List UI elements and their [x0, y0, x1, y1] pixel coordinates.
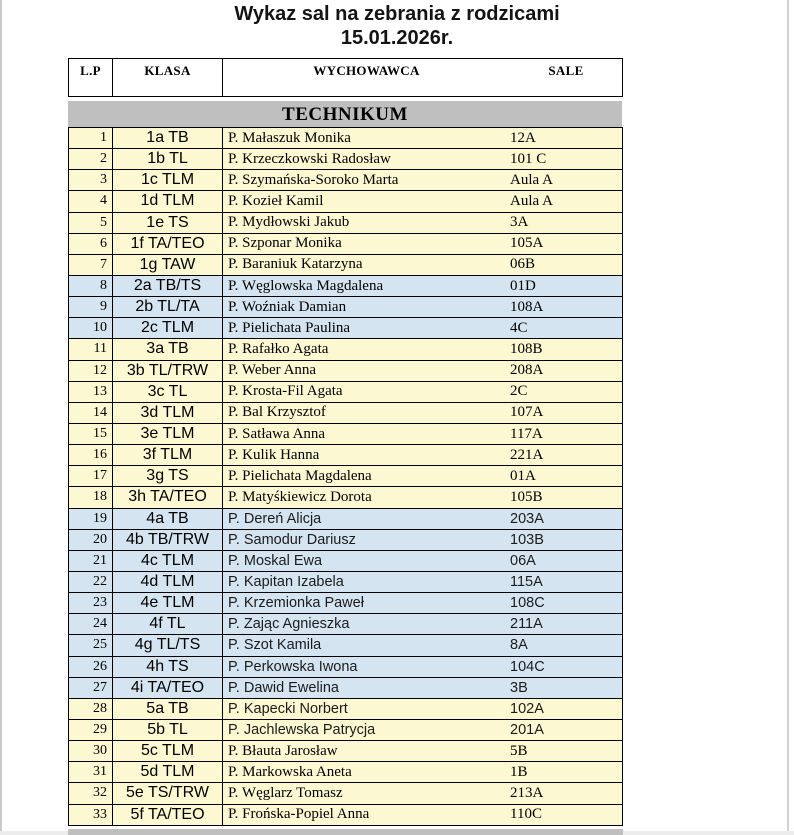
- teacher-cell: P. Pielichata Paulina: [228, 319, 351, 336]
- klasa-cell: 4f TL: [113, 614, 223, 635]
- lp-cell: 27: [69, 677, 113, 698]
- room-cell: 105A: [510, 235, 544, 252]
- room-cell: Aula A: [510, 192, 553, 209]
- klasa-cell: 3h TA/TEO: [113, 487, 223, 508]
- room-cell: 102A: [510, 700, 544, 717]
- teacher-cell: P. Matyśkiewicz Dorota: [228, 488, 372, 505]
- klasa-cell: 3c TL: [113, 381, 223, 402]
- lp-cell: 12: [69, 360, 113, 381]
- room-cell: 12A: [510, 129, 536, 146]
- klasa-cell: 3d TLM: [113, 402, 223, 423]
- teacher-cell: P. Krosta-Fil Agata: [228, 383, 343, 400]
- klasa-cell: 4e TLM: [113, 593, 223, 614]
- lp-cell: 3: [69, 170, 113, 191]
- teacher-cell: P. Rafałko Agata: [228, 340, 329, 357]
- klasa-cell: 3e TLM: [113, 423, 223, 444]
- teacher-cell: P. Mydłowski Jakub: [228, 214, 350, 231]
- table-row: [69, 550, 623, 571]
- teacher-cell: P. Krzeczkowski Radosław: [228, 150, 391, 167]
- room-cell: 105B: [510, 488, 543, 505]
- room-cell: 5B: [510, 742, 528, 759]
- lp-cell: 7: [69, 254, 113, 275]
- table-row: [69, 762, 623, 783]
- klasa-cell: 2b TL/TA: [113, 297, 223, 318]
- rooms-table: [68, 127, 623, 826]
- teacher-cell: P. Woźniak Damian: [228, 298, 347, 315]
- page-left-edge-line: [0, 0, 2, 835]
- klasa-cell: 1b TL: [113, 149, 223, 170]
- lp-cell: 18: [69, 487, 113, 508]
- room-cell: 3B: [510, 679, 528, 696]
- teacher-cell: P. Węglarz Tomasz: [228, 784, 343, 801]
- lp-cell: 2: [69, 149, 113, 170]
- table-row: [69, 783, 623, 804]
- lp-cell: 31: [69, 762, 113, 783]
- table-row: [69, 656, 623, 677]
- klasa-cell: 1a TB: [113, 128, 223, 149]
- table-row: [69, 128, 623, 149]
- lp-cell: 19: [69, 508, 113, 529]
- room-cell: 201A: [510, 722, 544, 738]
- room-cell: 211A: [510, 616, 543, 633]
- table-row: [69, 593, 623, 614]
- table-body: [69, 128, 623, 826]
- table-row: [69, 191, 623, 212]
- klasa-cell: 5d TLM: [113, 762, 223, 783]
- table-row: [69, 571, 623, 592]
- table-row: [69, 318, 623, 339]
- klasa-cell: 1f TA/TEO: [113, 233, 223, 254]
- klasa-cell: 1g TAW: [113, 254, 223, 275]
- lp-cell: 1: [69, 128, 113, 149]
- table-row: [69, 149, 623, 170]
- klasa-cell: 4a TB: [113, 508, 223, 529]
- teacher-cell: P. Pielichata Magdalena: [228, 467, 372, 484]
- lp-cell: 10: [69, 318, 113, 339]
- teacher-cell: P. Węglowska Magdalena: [228, 277, 384, 294]
- room-cell: 108C: [510, 595, 545, 612]
- lp-cell: 30: [69, 741, 113, 762]
- klasa-cell: 4d TLM: [113, 571, 223, 592]
- room-cell: Aula A: [510, 171, 553, 188]
- table-row: [69, 297, 623, 318]
- header-sale: SALE: [548, 63, 584, 78]
- teacher-cell: P. Małaszuk Monika: [228, 129, 351, 146]
- table-header: [68, 58, 623, 97]
- room-cell: 115A: [510, 574, 543, 591]
- teacher-cell: P. Perkowska Iwona: [228, 658, 358, 675]
- room-cell: 104C: [510, 658, 545, 675]
- klasa-cell: 1e TS: [113, 212, 223, 233]
- teacher-cell: P. Markowska Aneta: [228, 763, 352, 780]
- lp-cell: 15: [69, 423, 113, 444]
- teacher-cell: P. Frońska-Popiel Anna: [228, 806, 370, 823]
- lp-cell: 28: [69, 698, 113, 719]
- room-cell: 01A: [510, 467, 536, 484]
- table-row: [69, 233, 623, 254]
- teacher-cell: P. Bal Krzysztof: [228, 404, 326, 421]
- lp-cell: 20: [69, 529, 113, 550]
- room-cell: 213A: [510, 784, 544, 801]
- room-cell: 1B: [510, 763, 528, 780]
- room-cell: 110C: [510, 806, 542, 823]
- table-row: [69, 360, 623, 381]
- table-row: [69, 614, 623, 635]
- teacher-cell: P. Błauta Jarosław: [228, 742, 338, 759]
- lp-cell: 8: [69, 275, 113, 296]
- teacher-cell: P. Baraniuk Katarzyna: [228, 256, 363, 273]
- klasa-cell: 3b TL/TRW: [113, 360, 223, 381]
- lp-cell: 9: [69, 297, 113, 318]
- teacher-cell: P. Moskal Ewa: [228, 552, 323, 569]
- klasa-cell: 2a TB/TS: [113, 275, 223, 296]
- klasa-cell: 5a TB: [113, 698, 223, 719]
- lp-cell: 16: [69, 445, 113, 466]
- table-row: [69, 487, 623, 508]
- room-cell: 2C: [510, 383, 528, 400]
- lp-cell: 24: [69, 614, 113, 635]
- table-row: [69, 698, 623, 719]
- teacher-cell: P. Kapecki Norbert: [228, 700, 348, 717]
- lp-cell: 11: [69, 339, 113, 360]
- lp-cell: 33: [69, 804, 113, 825]
- room-cell: 108A: [510, 298, 544, 315]
- section-title: TECHNIKUM: [282, 104, 408, 125]
- room-cell: 06B: [510, 256, 536, 273]
- lp-cell: 17: [69, 466, 113, 487]
- klasa-cell: 1d TLM: [113, 191, 223, 212]
- document-title: [0, 2, 794, 50]
- lp-cell: 6: [69, 233, 113, 254]
- lp-cell: 25: [69, 635, 113, 656]
- klasa-cell: 3f TLM: [113, 445, 223, 466]
- table-row: [69, 339, 623, 360]
- room-cell: 107A: [510, 404, 544, 421]
- klasa-cell: 4b TB/TRW: [113, 529, 223, 550]
- klasa-cell: 4c TLM: [113, 550, 223, 571]
- table-row: [69, 275, 623, 296]
- room-cell: 4C: [510, 319, 528, 336]
- table-row: [69, 445, 623, 466]
- teacher-cell: P. Zając Agnieszka: [228, 616, 350, 633]
- room-cell: 8A: [510, 637, 528, 654]
- bottom-gray-band: [68, 829, 623, 835]
- klasa-cell: 5b TL: [113, 719, 223, 740]
- teacher-cell: P. Samodur Dariusz: [228, 531, 356, 548]
- teacher-cell: P. Szymańska-Soroko Marta: [228, 171, 399, 188]
- klasa-cell: 4i TA/TEO: [113, 677, 223, 698]
- klasa-cell: 2c TLM: [113, 318, 223, 339]
- table-row: [69, 635, 623, 656]
- lp-cell: 13: [69, 381, 113, 402]
- table-row: [69, 677, 623, 698]
- room-cell: 117A: [510, 425, 543, 442]
- room-cell: 208A: [510, 362, 544, 379]
- klasa-cell: 1c TLM: [113, 170, 223, 191]
- title-line-1: Wykaz sal na zebrania z rodzicami: [234, 3, 560, 25]
- table-row: [69, 804, 623, 825]
- room-cell: 103B: [510, 531, 544, 548]
- teacher-cell: P. Weber Anna: [228, 362, 317, 379]
- teacher-cell: P. Kulik Hanna: [228, 446, 320, 463]
- klasa-cell: 3g TS: [113, 466, 223, 487]
- lp-cell: 22: [69, 571, 113, 592]
- lp-cell: 5: [69, 212, 113, 233]
- table-row: [69, 402, 623, 423]
- room-cell: 06A: [510, 552, 536, 569]
- table-row: [69, 170, 623, 191]
- teacher-cell: P. Dereń Alicja: [228, 510, 322, 527]
- teacher-cell: P. Szot Kamila: [228, 637, 322, 654]
- lp-cell: 14: [69, 402, 113, 423]
- lp-cell: 26: [69, 656, 113, 677]
- table-row: [69, 719, 623, 740]
- teacher-cell: P. Kapitan Izabela: [228, 574, 344, 591]
- klasa-cell: 4g TL/TS: [113, 635, 223, 656]
- table-row: [69, 381, 623, 402]
- room-cell: 221A: [510, 446, 544, 463]
- klasa-cell: 5c TLM: [113, 741, 223, 762]
- room-cell: 3A: [510, 214, 529, 231]
- teacher-cell: P. Krzemionka Paweł: [228, 595, 364, 612]
- klasa-cell: 5f TA/TEO: [113, 804, 223, 825]
- header-lp: L.P: [69, 59, 113, 97]
- page-right-edge-line: [787, 0, 789, 835]
- header-klasa: KLASA: [113, 59, 223, 97]
- table-row: [69, 508, 623, 529]
- table-row: [69, 254, 623, 275]
- room-cell: 101 C: [510, 150, 547, 167]
- table-row: [69, 529, 623, 550]
- schedule-table: [68, 58, 622, 826]
- teacher-cell: P. Dawid Ewelina: [228, 679, 339, 696]
- klasa-cell: 5e TS/TRW: [113, 783, 223, 804]
- room-cell: 01D: [510, 277, 536, 294]
- table-row: [69, 466, 623, 487]
- lp-cell: 21: [69, 550, 113, 571]
- lp-cell: 32: [69, 783, 113, 804]
- table-row: [69, 212, 623, 233]
- section-band: [68, 101, 622, 127]
- lp-cell: 29: [69, 719, 113, 740]
- room-cell: 108B: [510, 340, 543, 357]
- title-line-2: 15.01.2026r.: [340, 27, 454, 49]
- teacher-cell: P. Satława Anna: [228, 425, 326, 442]
- lp-cell: 23: [69, 593, 113, 614]
- table-header-row: [69, 59, 623, 97]
- klasa-cell: 3a TB: [113, 339, 223, 360]
- table-row: [69, 741, 623, 762]
- teacher-cell: P. Kozieł Kamil: [228, 192, 324, 209]
- table-row: [69, 423, 623, 444]
- lp-cell: 4: [69, 191, 113, 212]
- teacher-cell: P. Szponar Monika: [228, 235, 342, 252]
- header-wychowawca: WYCHOWAWCA: [313, 63, 420, 78]
- klasa-cell: 4h TS: [113, 656, 223, 677]
- room-cell: 203A: [510, 510, 544, 527]
- teacher-cell: P. Jachlewska Patrycja: [228, 722, 376, 738]
